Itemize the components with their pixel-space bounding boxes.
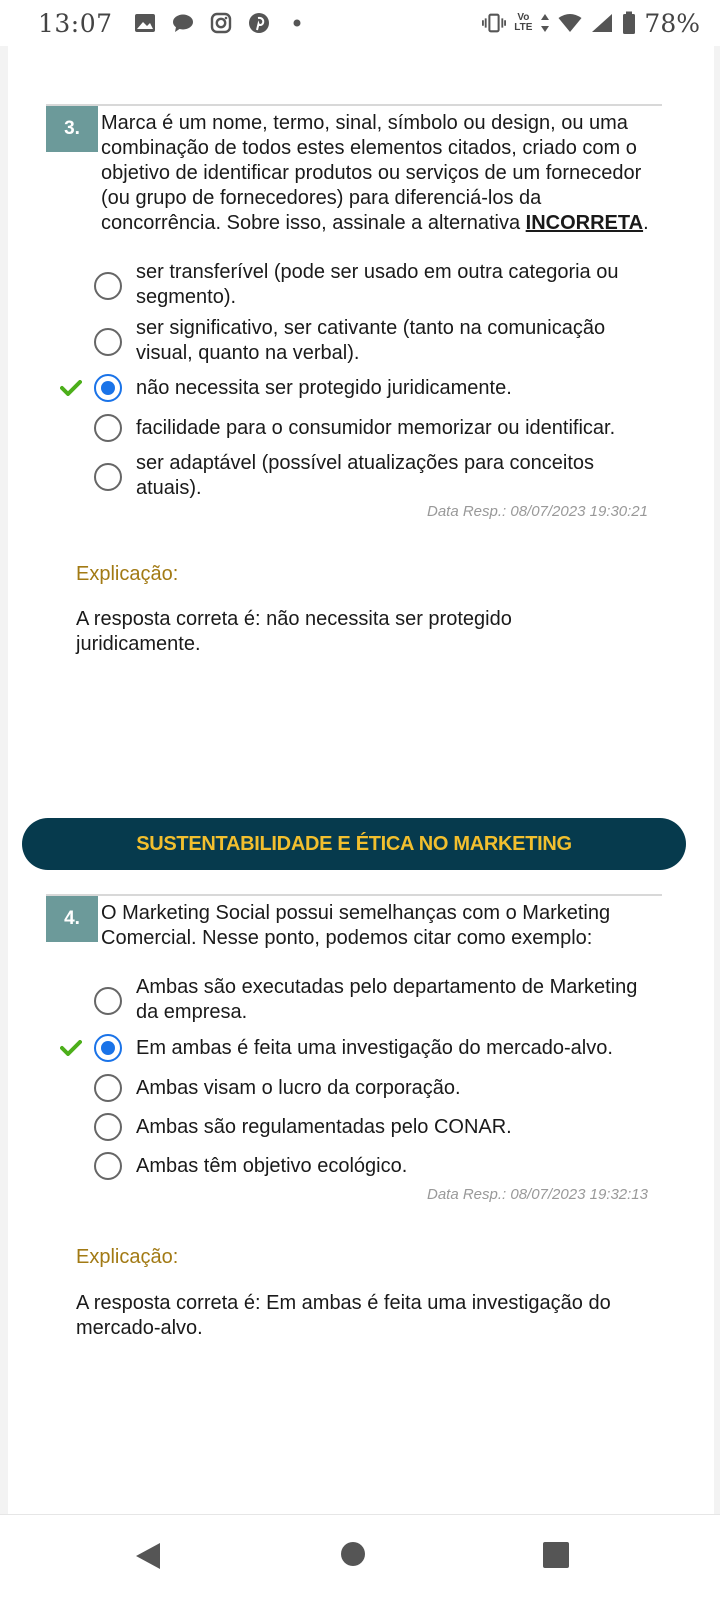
answer-option[interactable] [94,316,654,366]
answer-timestamp: Data Resp.: 08/07/2023 19:32:13 [426,1186,648,1203]
volte-label-top: Vo [517,12,530,23]
chat-icon [171,11,195,35]
volte-label-bottom: LTE [514,22,533,33]
answer-option-selected[interactable] [94,376,654,402]
answer-option[interactable] [94,975,654,1025]
radio-button[interactable] [94,272,122,300]
answer-option[interactable] [94,1115,654,1141]
page-frame [0,46,720,1514]
question-divider [46,104,662,106]
radio-button[interactable] [94,1152,122,1180]
answer-timestamp: Data Resp.: 08/07/2023 19:30:21 [426,503,648,520]
navigation-bar [0,1514,720,1600]
answer-option[interactable] [94,1154,654,1180]
explanation-title: Explicação: [76,1246,179,1268]
radio-button-selected[interactable] [94,1034,122,1062]
answer-option-label: ser adaptável (possível atualizações para conceitos atuais). [136,452,595,499]
explanation-title: Explicação: [76,563,179,585]
answer-option[interactable] [94,451,654,501]
status-time: 13:07 [38,8,113,38]
question-number: 3. [46,106,98,152]
volte-icon [514,13,532,33]
question-text: O Marketing Social possui semelhanças com o Marketing Comercial. Nesse ponto, podemos citar como exemplo: [101,902,611,949]
vibrate-icon [482,11,506,35]
question-number: 4. [46,896,98,942]
answer-option-label: Em ambas é feita uma investigação do mercado-alvo. [136,1037,613,1059]
radio-button[interactable] [94,1074,122,1102]
radio-button[interactable] [94,463,122,491]
question-text [101,111,661,236]
radio-button[interactable] [94,987,122,1015]
answer-option-label: Ambas têm objetivo ecológico. [136,1155,408,1177]
question-divider [46,894,662,896]
gallery-icon [133,11,157,35]
answer-option-selected[interactable] [94,1036,654,1062]
dot-icon [285,11,309,35]
wifi-icon [558,11,582,35]
notification-icons [133,11,309,35]
explanation-text: A resposta correta é: Em ambas é feita uma investigação do mercado-alvo. [76,1292,611,1339]
question-text-main: Marca é um nome, termo, sinal, símbolo ou design, ou uma combinação de todos estes elementos citados, criado com o objetivo de identificar produtos ou serviços de um fornecedor (ou grupo de fornecedores) para diferenciá-los da concorrência. Sobre isso, assinale a alternativa [101,112,642,234]
section-title: SUSTENTABILIDADE E ÉTICA NO MARKETING [136,832,572,855]
radio-button[interactable] [94,328,122,356]
answer-option-label: ser significativo, ser cativante (tanto na comunicação visual, quanto na verbal). [136,317,606,364]
answer-option[interactable] [94,1076,654,1102]
answer-option-label: não necessita ser protegido juridicamente. [136,377,512,399]
answer-option-label: facilidade para o consumidor memorizar ou identificar. [136,417,616,439]
battery-percentage: 78% [644,8,700,38]
section-banner [22,818,686,870]
answer-option[interactable] [94,260,654,310]
back-icon[interactable] [134,1541,162,1571]
pinterest-icon [247,11,271,35]
radio-button-selected[interactable] [94,374,122,402]
answer-option-label: Ambas são regulamentadas pelo CONAR. [136,1116,512,1138]
data-arrows-icon [540,11,550,35]
radio-button[interactable] [94,1113,122,1141]
correct-checkmark-icon [60,1040,82,1056]
recents-icon[interactable] [542,1541,570,1569]
instagram-icon [209,11,233,35]
signal-icon [590,11,614,35]
question-text-emphasis: INCORRETA [525,212,644,234]
answer-option-label: Ambas visam o lucro da corporação. [136,1077,461,1099]
answer-option[interactable] [94,416,654,442]
system-icons [482,9,700,38]
page-content[interactable] [8,46,714,1514]
home-icon[interactable] [340,1541,366,1567]
explanation-text: A resposta correta é: não necessita ser protegido juridicamente. [76,608,512,655]
question-text-end: . [643,212,649,234]
battery-icon [622,11,636,35]
answer-option-label: Ambas são executadas pelo departamento de Marketing da empresa. [136,976,638,1023]
answer-option-label: ser transferível (pode ser usado em outra categoria ou segmento). [136,261,619,308]
radio-button[interactable] [94,414,122,442]
status-bar [0,0,720,46]
correct-checkmark-icon [60,380,82,396]
